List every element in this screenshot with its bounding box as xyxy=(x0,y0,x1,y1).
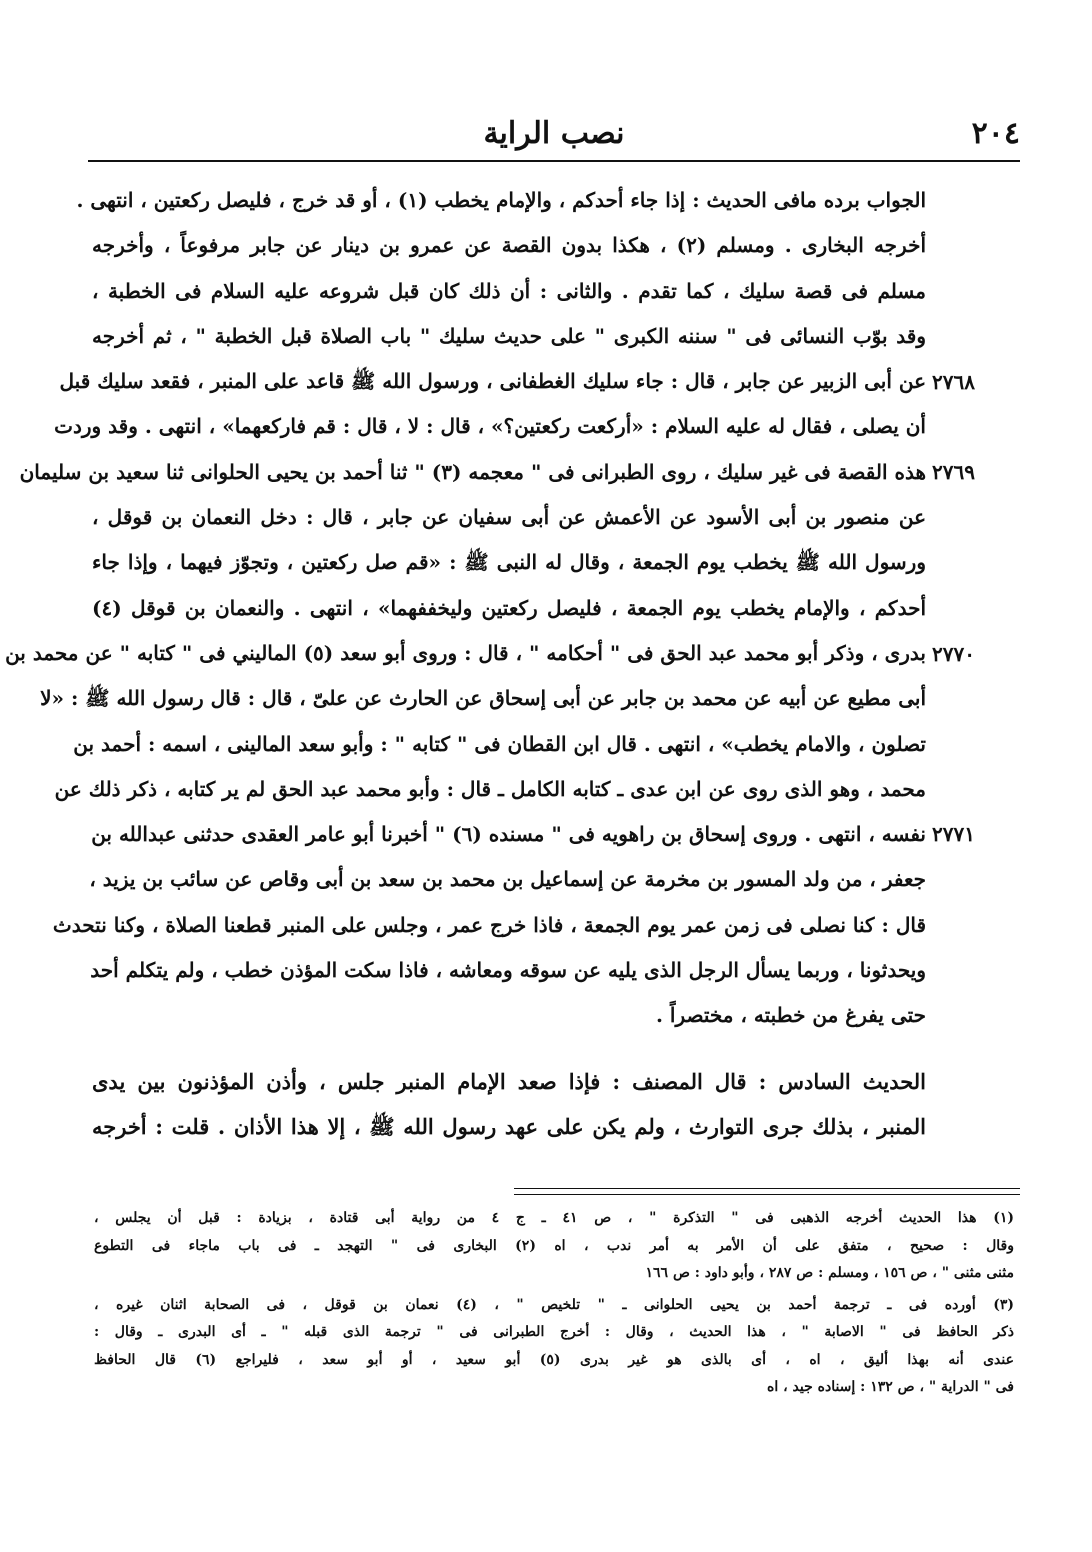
text-line: الجواب برده مافى الحديث : إذا جاء أحدكم ، والإمام يخطب (١) ، أو قد خرج ، فليصل ركعتين ، انتهى . xyxy=(76,188,926,212)
running-title: نصب الراية xyxy=(483,116,625,151)
section-heading-line: المنبر ، بذلك جرى التوارث ، ولم يكن على عهد رسول الله ﷺ ، إلا هذا الأذان . قلت : أخرجه xyxy=(92,1113,926,1139)
text-line: تصلون ، والامام يخطب» ، انتهى . قال ابن القطان فى " كتابه " : وأبو سعد المالينى ، اسمه : أحمد بن xyxy=(73,731,926,756)
hadith-number: ٢٧٧١ xyxy=(932,822,975,846)
footnotes xyxy=(94,1205,1014,1402)
text-line: محمد ، وهو الذى روى عن ابن عدى ـ كتابه الكامل ـ قال : وأبو محمد عبد الحق لم ير كتابه ، ذكر ذلك عن xyxy=(54,776,926,801)
footnote-line: ذكر الحافظ فى " الاصابة " ، هذا الحديث ، وقال : أخرج الطبرانى فى " ترجمة الذى قبله " ـ أى البدرى ـ وقال : xyxy=(94,1324,1014,1340)
section-heading-line: الحديث السادس : قال المصنف : فإذا صعد الإمام المنبر جلس ، وأذن المؤذنون بين يدى xyxy=(92,1068,926,1094)
text-line: وقد بوّب النسائى فى " سننه الكبرى " على حديث سليك " باب الصلاة قبل الخطبة " ، ثم أخرجه xyxy=(92,323,926,348)
text-line: أبى مطيع عن أبيه عن محمد بن جابر عن أبى إسحاق عن الحارث عن علىّ ، قال : قال رسول الله ﷺ : «لا xyxy=(40,686,926,711)
text-line: أخرجه البخارى . ومسلم (٢) ، هكذا بدون القصة عن عمرو بن دينار عن جابر مرفوعاً ، وأخرجه xyxy=(92,233,927,258)
paragraph-gap xyxy=(92,1039,926,1059)
footnote-line: فى " الدراية " ، ص ١٣٢ : إسناده جيد ، اه xyxy=(767,1379,1014,1395)
page-number: ٢٠٤ xyxy=(971,116,1020,151)
text-line: أن يصلى ، فقال له عليه السلام : «أركعت ركعتين؟» ، قال : لا ، قال : قم فاركعهما» ، انتهى . وقد وردت xyxy=(54,414,926,439)
footnote-line: عندى أنه بهذا أليق ، اه ، أى بالذى هو غير بدرى (٥) أبو سعيد ، أو أبو سعد ، فليراجع (٦) قال الحافظ xyxy=(94,1351,1014,1368)
text-line: عن منصور بن أبى الأسود عن الأعمش عن أبى سفيان عن جابر ، قال : دخل النعمان بن قوقل ، xyxy=(92,505,926,530)
text-line: بدرى ، وذكر أبو محمد عبد الحق فى " أحكامه " ، قال : وروى أبو سعد (٥) الماليني فى " كتابه " عن محمد بن xyxy=(5,640,926,665)
text-line: جعفر ، من ولد المسور بن مخرمة عن إسماعيل بن محمد بن سعد بن أبى وقاص عن سائب بن يزيد ، xyxy=(89,867,926,892)
text-line: ويحدثونا ، وربما يسأل الرجل الذى يليه عن سوقه ومعاشه ، فاذا سكت المؤذن خطب ، ولم يتكلم أحد xyxy=(90,958,926,983)
footnote-line: مثنى مثنى " ، ص ١٥٦ ، ومسلم : ص ٢٨٧ ، وأبو داود : ص ١٦٦ xyxy=(645,1265,1014,1281)
text-line: ورسول الله ﷺ يخطب يوم الجمعة ، وقال له النبى ﷺ : «قم صل ركعتين ، وتجوّز فيهما ، وإذا جاء xyxy=(92,550,926,575)
footnote-line: (٣) أورده فى ـ ترجمة أحمد بن يحيى الحلوانى ـ " تلخيص " ، (٤) نعمان بن قوقل ، فى الصحابة اثنان غيره ، xyxy=(94,1296,1014,1313)
main-text xyxy=(5,178,927,1149)
text-line: قال : كنا نصلى فى زمن عمر يوم الجمعة ، فاذا خرج عمر ، وجلس على المنبر قطعنا الصلاة ، وكنا نتحدث xyxy=(52,912,926,937)
hadith-number: ٢٧٧٠ xyxy=(932,642,975,666)
footnote-rule xyxy=(514,1188,1020,1195)
text-line: هذه القصة فى غير سليك ، روى الطبرانى فى " معجمه (٣) " ثنا أحمد بن يحيى الحلوانى ثنا سعيد بن سليمان xyxy=(19,459,926,484)
footnote-line: (١) هذا الحديث أخرجه الذهبى فى " التذكرة " ، ص ٤١ ـ ج ٤ من رواية أبى قتادة ، بزيادة : قبل أن يجلس ، xyxy=(94,1210,1014,1226)
text-line: عن أبى الزبير عن جابر ، قال : جاء سليك الغطفانى ، ورسول الله ﷺ قاعد على المنبر ، فقعد سليك قبل xyxy=(59,369,926,394)
footnote-line: وقال : صحيح ، متفق على أن الأمر به أمر ندب ، اه (٢) البخارى فى " التهجد ـ فى باب ماجاء فى التطوع xyxy=(94,1237,1015,1254)
page-header xyxy=(88,112,1020,162)
hadith-number: ٢٧٦٨ xyxy=(932,370,975,394)
text-line: أحدكم ، والإمام يخطب يوم الجمعة ، فليصل ركعتين وليخففهما» ، انتهى . والنعمان بن قوقل (٤) xyxy=(92,595,926,620)
text-line: مسلم فى قصة سليك ، كما تقدم . والثانى : أن ذلك كان قبل شروعه عليه السلام فى الخطبة ، xyxy=(92,278,926,303)
text-line: حتى يفرغ من خطبته ، مختصراً . xyxy=(655,1003,926,1028)
header-rule xyxy=(88,160,1020,162)
hadith-number: ٢٧٦٩ xyxy=(932,460,975,484)
text-line: نفسه ، انتهى . وروى إسحاق بن راهويه فى " مسنده (٦) " أخبرنا أبو عامر العقدى حدثنى عبدالله بن xyxy=(91,822,926,847)
